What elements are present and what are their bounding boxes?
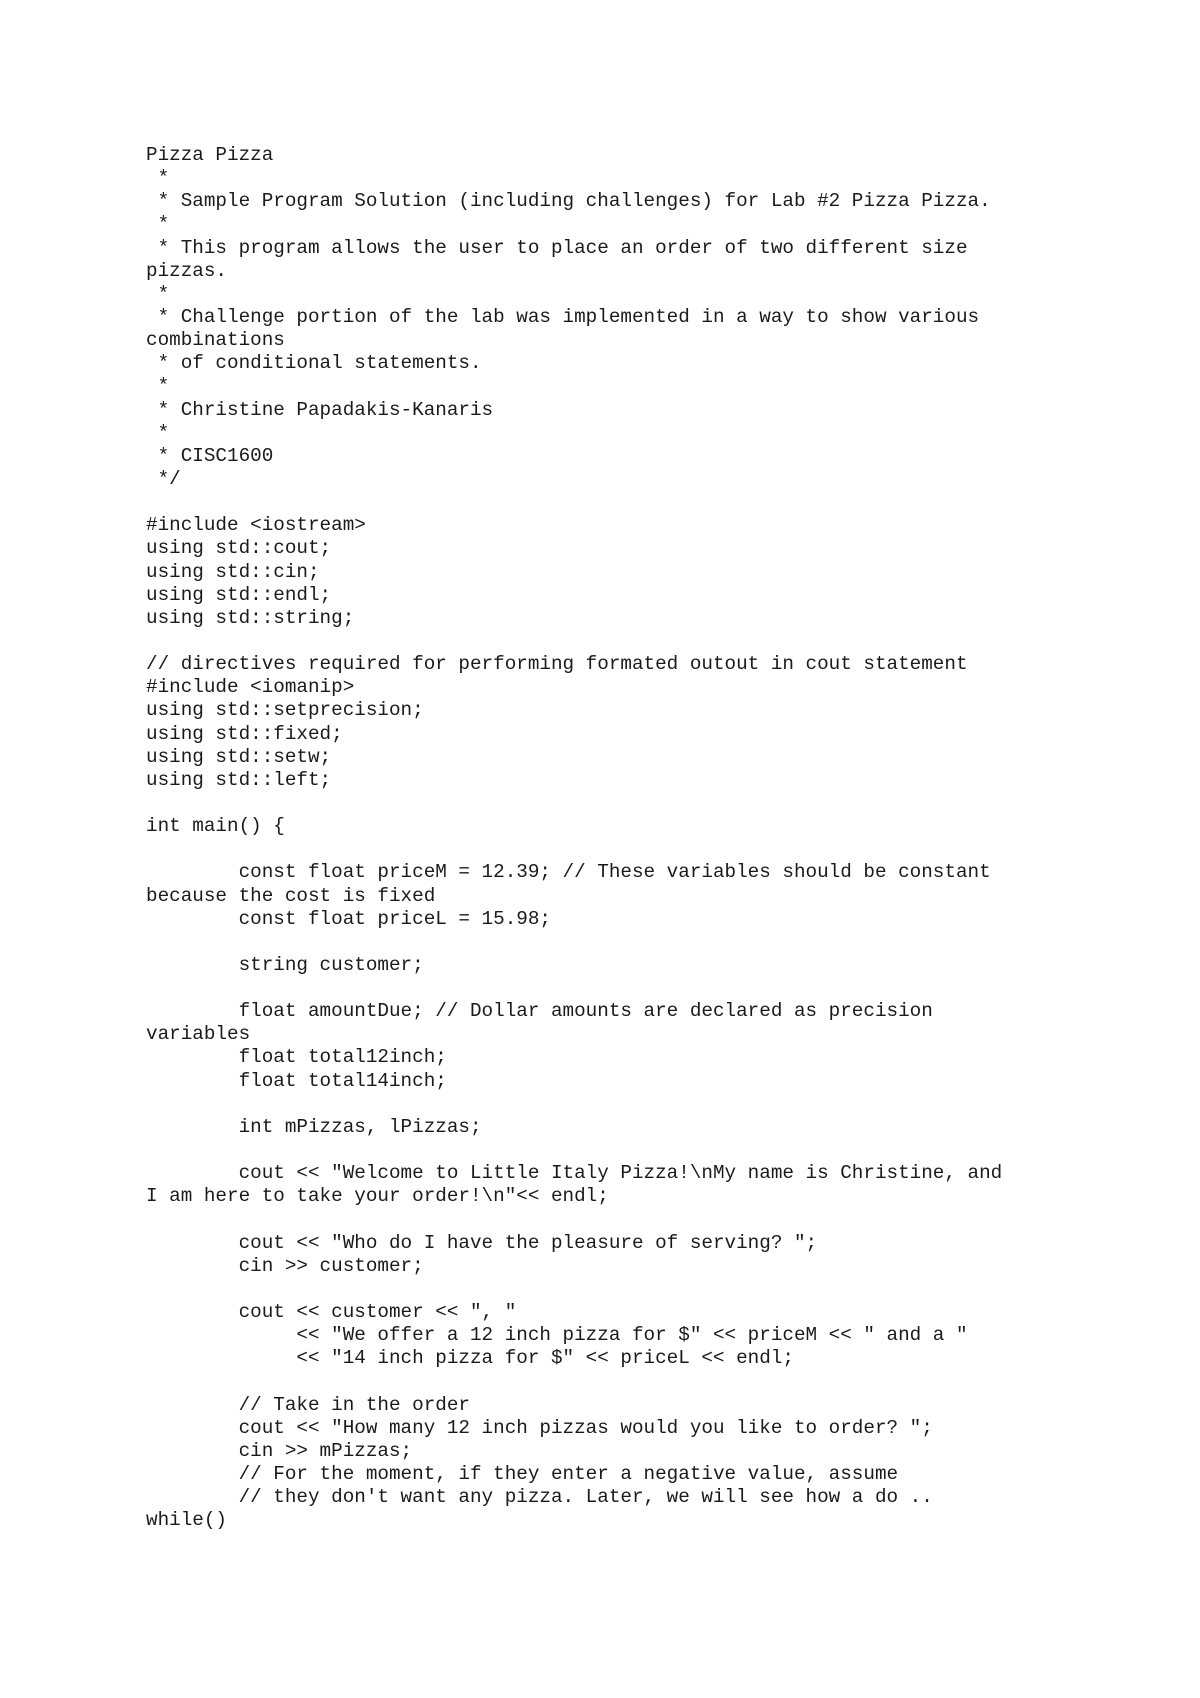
code-line: string customer; <box>146 953 424 976</box>
code-line: // they don't want any pizza. Later, we will see how a do .. <box>146 1486 933 1509</box>
code-line <box>146 1370 1106 1393</box>
code-line <box>146 931 1106 954</box>
code-line <box>146 1139 1106 1162</box>
code-line: * <box>146 167 170 190</box>
code-line: * Sample Program Solution (including challenges) for Lab #2 Pizza Pizza. <box>146 190 991 213</box>
code-line: #include <iomanip> <box>146 676 355 699</box>
code-line: variables <box>146 1023 251 1046</box>
code-line <box>146 630 1106 653</box>
code-line <box>146 1208 1106 1231</box>
code-line <box>146 977 1106 1000</box>
code-line: cout << "Welcome to Little Italy Pizza!\nMy name is Christine, and <box>146 1162 1003 1185</box>
code-line: * CISC1600 <box>146 444 274 467</box>
code-line: << "14 inch pizza for $" << priceL << endl; <box>146 1347 794 1370</box>
code-line: * Challenge portion of the lab was implemented in a way to show various <box>146 305 980 328</box>
code-line: float total14inch; <box>146 1069 447 1092</box>
code-line: * This program allows the user to place an order of two different size <box>146 236 968 259</box>
code-line: using std::string; <box>146 606 355 629</box>
code-line: // For the moment, if they enter a negative value, assume <box>146 1463 899 1486</box>
code-line: using std::left; <box>146 768 332 791</box>
code-line: int main() { <box>146 815 285 838</box>
code-line: * <box>146 213 170 236</box>
code-line: * <box>146 282 170 305</box>
code-line <box>146 792 1106 815</box>
code-line: while() <box>146 1509 227 1532</box>
code-line: const float priceM = 12.39; // These variables should be constant <box>146 861 991 884</box>
code-line: cout << customer << ", " <box>146 1301 517 1324</box>
code-line: const float priceL = 15.98; <box>146 907 551 930</box>
code-line: << "We offer a 12 inch pizza for $" << priceM << " and a " <box>146 1324 968 1347</box>
code-line: * Christine Papadakis-Kanaris <box>146 398 494 421</box>
code-line: float total12inch; <box>146 1046 447 1069</box>
code-line: using std::fixed; <box>146 722 343 745</box>
code-line: float amountDue; // Dollar amounts are declared as precision <box>146 1000 933 1023</box>
code-line: using std::cout; <box>146 537 332 560</box>
code-line: cout << "Who do I have the pleasure of serving? "; <box>146 1231 818 1254</box>
code-line <box>146 1278 1106 1301</box>
code-line <box>146 838 1106 861</box>
code-line: using std::setw; <box>146 745 332 768</box>
code-line: cin >> customer; <box>146 1254 424 1277</box>
code-line <box>146 1093 1106 1116</box>
source-code-listing <box>146 144 1106 1532</box>
code-line: because the cost is fixed <box>146 884 436 907</box>
code-line: combinations <box>146 329 285 352</box>
code-line: I am here to take your order!\n"<< endl; <box>146 1185 609 1208</box>
code-line <box>146 491 1106 514</box>
code-line: int mPizzas, lPizzas; <box>146 1115 482 1138</box>
code-line: using std::cin; <box>146 560 320 583</box>
code-line: * <box>146 421 170 444</box>
code-line: */ <box>146 467 181 490</box>
code-line: * <box>146 375 170 398</box>
code-line: Pizza Pizza <box>146 144 274 166</box>
code-line: pizzas. <box>146 259 227 282</box>
code-line: cin >> mPizzas; <box>146 1439 413 1462</box>
code-line: * of conditional statements. <box>146 352 482 375</box>
code-line: using std::endl; <box>146 583 332 606</box>
code-line: using std::setprecision; <box>146 699 424 722</box>
code-line: #include <iostream> <box>146 514 366 537</box>
code-line: cout << "How many 12 inch pizzas would you like to order? "; <box>146 1416 933 1439</box>
code-line: // directives required for performing formated outout in cout statement <box>146 653 968 676</box>
code-line: // Take in the order <box>146 1393 470 1416</box>
